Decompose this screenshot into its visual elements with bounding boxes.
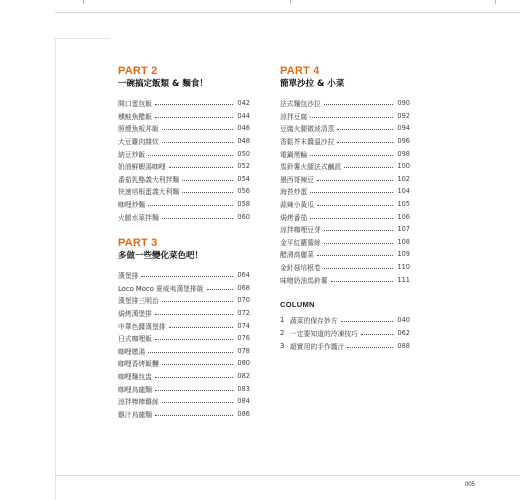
entry-page: 082 [237, 371, 250, 380]
dot-leader [155, 389, 233, 391]
entry-title: 涼拌豆腐 [280, 112, 308, 121]
entry-title: 焗烤番茄 [280, 213, 308, 222]
column-entry[interactable] [280, 340, 410, 353]
toc-entry[interactable] [280, 210, 410, 223]
entry-page: 104 [397, 187, 410, 196]
entry-page: 044 [237, 111, 250, 120]
column-entry[interactable] [280, 327, 410, 340]
entry-page: 056 [237, 187, 250, 196]
toc-entry[interactable] [118, 147, 250, 160]
entry-title: 咖哩烏龍麵 [118, 385, 152, 394]
entry-title: 一定要知道的冷凍技巧 [290, 330, 358, 339]
toc-entry[interactable] [280, 147, 410, 160]
toc-entry[interactable] [118, 319, 250, 332]
entry-page: 040 [397, 316, 410, 325]
entry-title: 中華色醬漢堡排 [118, 322, 166, 331]
part-4-list [280, 97, 410, 286]
toc-entry[interactable] [118, 407, 250, 420]
part-4-section [280, 65, 410, 286]
toc-entry[interactable] [118, 97, 250, 110]
section-gap [118, 223, 250, 237]
entry-title: 法式麵包沙拉 [280, 100, 321, 109]
entry-page: 052 [237, 162, 250, 171]
dot-leader [155, 313, 233, 315]
dot-leader [324, 229, 393, 231]
entry-title: 涼拌咖哩豆芽 [280, 226, 321, 235]
entry-page: 042 [237, 99, 250, 108]
part-label: PART 4 [280, 65, 320, 77]
toc-entry[interactable] [280, 173, 410, 186]
toc-entry[interactable] [280, 110, 410, 123]
entry-page: 072 [237, 309, 250, 318]
toc-entry[interactable] [118, 269, 250, 282]
toc-entry[interactable] [280, 185, 410, 198]
entry-title: 雞汁烏龍麵 [118, 410, 152, 419]
entry-page: 106 [397, 212, 410, 221]
entry-title: 焗烤漢堡排 [118, 310, 152, 319]
entry-title: 漢堡排三明治 [118, 297, 159, 306]
entry-page: 098 [397, 149, 410, 158]
toc-entry[interactable] [280, 223, 410, 236]
crop-mark [290, 0, 291, 4]
part-3-section [118, 237, 250, 420]
part-3-list [118, 269, 250, 420]
dot-leader [162, 363, 233, 365]
toc-entry[interactable] [118, 307, 250, 320]
entry-page: 096 [397, 137, 410, 146]
toc-entry[interactable] [280, 236, 410, 249]
column-entry-number: 1 [280, 316, 285, 325]
entry-title: 照燒魚板丼飯 [118, 125, 159, 134]
toc-entry[interactable] [118, 345, 250, 358]
toc-entry[interactable] [280, 198, 410, 211]
entry-page: 092 [397, 111, 410, 120]
dot-leader [331, 280, 393, 282]
dot-leader [361, 333, 393, 335]
entry-title: 納豆炒飯 [118, 150, 146, 159]
entry-page: 054 [237, 174, 250, 183]
part-label: PART 2 [118, 65, 158, 77]
toc-entry[interactable] [118, 198, 250, 211]
top-frame-line [55, 0, 520, 13]
dot-leader [155, 338, 233, 340]
entry-title: 咖哩燉湯 [118, 347, 146, 356]
dot-leader [162, 401, 233, 403]
part-2-list [118, 97, 250, 223]
entry-page: 048 [237, 137, 250, 146]
dot-leader [148, 204, 233, 206]
entry-page: 070 [237, 296, 250, 305]
entry-page: 080 [237, 359, 250, 368]
dot-leader [317, 204, 393, 206]
dot-leader [148, 351, 233, 353]
toc-entry[interactable] [280, 248, 410, 261]
part-title: 一碗搞定飯類 & 麵食！ [118, 79, 208, 89]
entry-title: 涼拌棒棒雞絲 [118, 398, 159, 407]
dot-leader [182, 179, 233, 181]
dot-leader [317, 179, 393, 181]
toc-entry[interactable] [118, 395, 250, 408]
entry-page: 107 [397, 225, 410, 234]
entry-page: 062 [397, 329, 410, 338]
entry-title: 番茄乳酪義大利拌麵 [118, 175, 180, 184]
entry-title: 開口蛋包飯 [118, 100, 152, 109]
part-title: 簡單沙拉 & 小菜 [280, 79, 345, 89]
dot-leader [310, 191, 393, 193]
part-2-section [118, 65, 250, 223]
entry-page: 102 [397, 174, 410, 183]
entry-title: 咖哩麵包盅 [118, 372, 152, 381]
toc-entry[interactable] [118, 357, 250, 370]
dot-leader [162, 128, 233, 130]
entry-title: 火腿水菜拌麵 [118, 213, 159, 222]
entry-title: 快速培根蛋義大利麵 [118, 188, 180, 197]
dot-leader [148, 154, 233, 156]
toc-entry[interactable] [280, 160, 410, 173]
entry-title: 蒜辣小黃瓜 [280, 201, 314, 210]
entry-page: 090 [397, 99, 410, 108]
part-title: 多做一些變化菜色吧！ [118, 250, 204, 261]
dot-leader [162, 300, 233, 302]
entry-title: 燻鮭魚醋飯 [118, 112, 152, 121]
dot-leader [141, 275, 233, 277]
dot-leader [341, 320, 393, 322]
entry-title: 海苔炒蛋 [280, 188, 308, 197]
column-entry[interactable] [280, 314, 410, 327]
entry-title: 醋漬高麗菜 [280, 251, 314, 260]
toc-entry[interactable] [118, 135, 250, 148]
entry-title: 豆腐火腿微波清蒸 [280, 125, 335, 134]
entry-page: 068 [237, 283, 250, 292]
part-label: PART 3 [118, 236, 158, 249]
dot-leader [324, 242, 393, 244]
bottom-rule [55, 475, 520, 476]
left-frame-line [55, 38, 56, 500]
entry-page: 109 [397, 250, 410, 259]
dot-leader [337, 141, 393, 143]
dot-leader [182, 191, 233, 193]
dot-leader [347, 346, 393, 348]
toc-entry[interactable] [280, 261, 410, 274]
entry-title: 咖哩香烤飯糰 [118, 360, 159, 369]
entry-title: 日式咖哩飯 [118, 335, 152, 344]
dot-leader [344, 166, 393, 168]
entry-page: 083 [237, 384, 250, 393]
toc-entry[interactable] [118, 294, 250, 307]
entry-page: 084 [237, 397, 250, 406]
dot-leader [207, 288, 233, 290]
toc-entry[interactable] [118, 173, 250, 186]
dot-leader [155, 116, 233, 118]
toc-entry[interactable] [118, 370, 250, 383]
entry-page: 064 [237, 271, 250, 280]
entry-title: 味噌奶油馬鈴薯 [280, 276, 328, 285]
toc-entry[interactable] [118, 122, 250, 135]
entry-page: 088 [397, 342, 410, 351]
entry-page: 058 [237, 200, 250, 209]
entry-page: 110 [397, 263, 410, 272]
toc-entry[interactable] [118, 332, 250, 345]
dot-leader [310, 154, 393, 156]
toc-entry[interactable] [280, 135, 410, 148]
toc-entry[interactable] [118, 160, 250, 173]
entry-title: 電鍋黑輪 [280, 150, 308, 159]
dot-leader [155, 376, 233, 378]
entry-page: 076 [237, 334, 250, 343]
dot-leader [310, 116, 393, 118]
dot-leader [317, 254, 393, 256]
entry-title: 香鬆芥末醬溫沙拉 [280, 138, 335, 147]
entry-page: 078 [237, 346, 250, 355]
dot-leader [169, 326, 233, 328]
entry-title: 咖哩炒麵 [118, 201, 146, 210]
dot-leader [162, 217, 233, 219]
dot-leader [162, 141, 233, 143]
toc-entry[interactable] [118, 382, 250, 395]
entry-title: 蔬菜的保存妙方 [290, 317, 338, 326]
entry-title: 馬鈴薯火腿法式鹹派 [280, 163, 342, 172]
column-entry-number: 3 [280, 342, 285, 351]
entry-title: 奶油鮮蝦湯咖哩 [118, 163, 166, 172]
column-section [280, 300, 410, 353]
toc-left-column [118, 65, 250, 420]
toc-entry[interactable] [118, 210, 250, 223]
crop-mark [495, 0, 496, 4]
dot-leader [337, 128, 393, 130]
entry-title: 金針菇培根卷 [280, 264, 321, 273]
entry-page: 050 [237, 149, 250, 158]
entry-page: 105 [397, 200, 410, 209]
toc-right-column [280, 65, 410, 353]
entry-page: 111 [397, 275, 410, 284]
entry-page: 046 [237, 124, 250, 133]
entry-title: Loco Moco 夏威夷漢堡排飯 [118, 284, 204, 293]
crop-mark [83, 0, 84, 4]
entry-page: 100 [397, 162, 410, 171]
entry-page: 094 [397, 124, 410, 133]
dot-leader [169, 166, 233, 168]
entry-page: 074 [237, 321, 250, 330]
dot-leader [324, 267, 393, 269]
dot-leader [310, 217, 393, 219]
dot-leader [155, 103, 233, 105]
column-heading: COLUMN [280, 299, 315, 309]
entry-title: 超實用的手作醬汁 [290, 343, 345, 352]
dot-leader [155, 414, 233, 416]
toc-entry[interactable] [280, 97, 410, 110]
toc-entry[interactable] [118, 185, 250, 198]
column-entry-number: 2 [280, 329, 285, 338]
dot-leader [324, 103, 393, 105]
entry-title: 金平紅蘿蔔絲 [280, 238, 321, 247]
entry-page: 108 [397, 237, 410, 246]
toc-entry[interactable] [280, 122, 410, 135]
entry-title: 墨西哥辣豆 [280, 175, 314, 184]
entry-page: 086 [237, 409, 250, 418]
frame-corner-line [55, 38, 110, 39]
page-number: 005 [465, 482, 476, 488]
entry-page: 060 [237, 212, 250, 221]
entry-title: 漢堡排 [118, 272, 139, 281]
toc-entry[interactable] [118, 110, 250, 123]
entry-title: 大豆雞肉雜炊 [118, 138, 159, 147]
toc-entry[interactable] [118, 282, 250, 295]
toc-entry[interactable] [280, 273, 410, 286]
